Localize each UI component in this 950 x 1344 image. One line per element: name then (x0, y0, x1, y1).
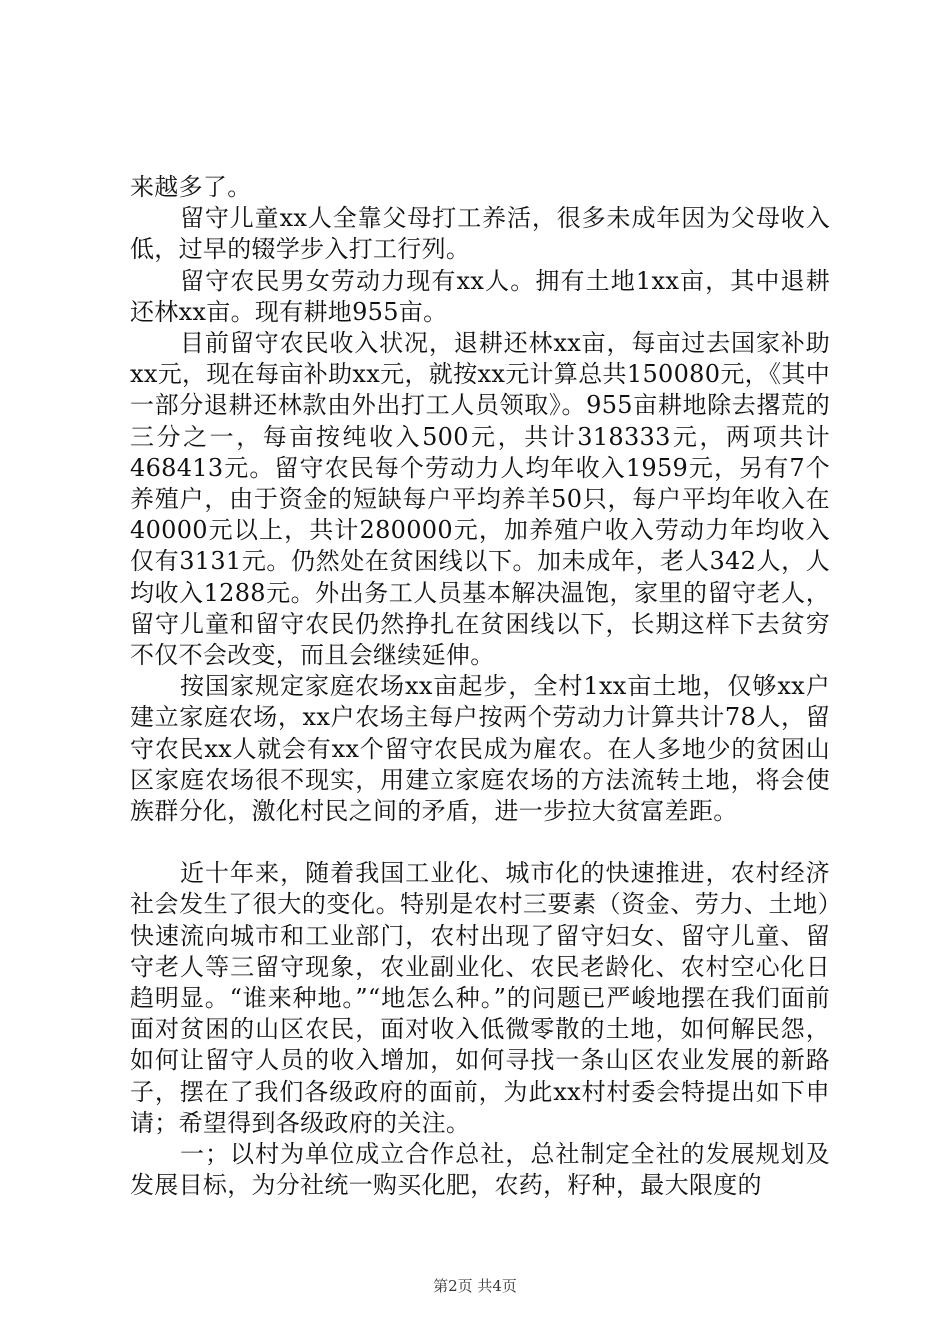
paragraph-left-behind-children: 留守儿童xx人全靠父母打工养活，很多未成年因为父母收入低，过早的辍学步入打工行列。 (130, 204, 830, 264)
paragraph-family-farm: 按国家规定家庭农场xx亩起步，全村1xx亩土地，仅够xx户建立家庭农场，xx户农场主每户按两个劳动力计算共计78人，留守农民xx人就会有xx个留守农民成为雇农。在人多地少的贫困山区家庭农场很不现实，用建立家庭农场的方法流转土地，将会使族群分化，激化村民之间的矛盾，进一步拉大贫富差距。 (130, 672, 830, 826)
document-body (130, 172, 830, 1202)
paragraph-proposal-one: 一；以村为单位成立合作总社，总社制定全社的发展规划及发展目标，为分社统一购买化肥，农药，籽种，最大限度的 (130, 1140, 830, 1200)
paragraph-rural-change: 近十年来，随着我国工业化、城市化的快速推进，农村经济社会发生了很大的变化。特别是农村三要素（资金、劳力、土地）快速流向城市和工业部门，农村出现了留守妇女、留守儿童、留守老人等三留守现象，农业副业化、农民老龄化、农村空心化日趋明显。“谁来种地。”“地怎么种。”的问题已严峻地摆在我们面前面对贫困的山区农民，面对收入低微零散的土地，如何解民怨，如何让留守人员的收入增加，如何寻找一条山区农业发展的新路子，摆在了我们各级政府的面前，为此xx村村委会特提出如下申请；希望得到各级政府的关注。 (130, 859, 830, 1137)
paragraph-labor-and-land: 留守农民男女劳动力现有xx人。拥有土地1xx亩，其中退耕还林xx亩。现有耕地955亩。 (130, 266, 830, 326)
page-number-footer: 第2页 共4页 (433, 1277, 517, 1295)
paragraph-continuation: 来越多了。 (130, 173, 252, 201)
paragraph-income-status: 目前留守农民收入状况，退耕还林xx亩，每亩过去国家补助xx元，现在每亩补助xx元，就按xx元计算总共150080元，《其中一部分退耕还林款由外出打工人员领取》。955亩耕地除去撂荒的三分之一，每亩按纯收入500元，共计318333元，两项共计468413元。留守农民每个劳动力人均年收入1959元，另有7个养殖户，由于资金的短缺每户平均养羊50只，每户平均年收入在40000元以上，共计280000元，加养殖户收入劳动力年均收入仅有3131元。仍然处在贫困线以下。加未成年，老人342人，人均收入1288元。外出务工人员基本解决温饱，家里的留守老人，留守儿童和留守农民仍然挣扎在贫困线以下，长期这样下去贫穷不仅不会改变，而且会继续延伸。 (130, 329, 830, 670)
